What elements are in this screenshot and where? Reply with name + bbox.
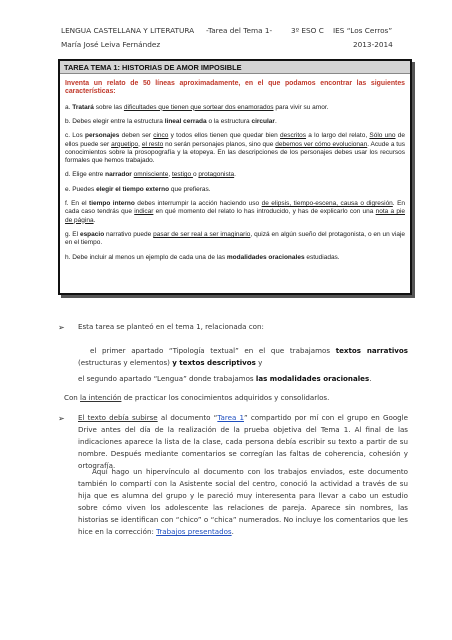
item-b: b. Debes elegir entre la estructura lineal cerrada o la estructura circular. [65,117,277,125]
task-intro: Inventa un relato de 50 líneas aproximadamente, en el que podamos encontrar las siguientes características: [65,80,405,96]
item-c: c. Los personajes deben ser cinco y todos ellos tienen que quedar bien descritos a lo largo del relato, Sólo uno de ellos puede ser arquetipo, el resto no serán personajes planos, sino que debemos ver cómo evolucionan. Acude a tus conocimientos sobre la prosopografía y la etopeya. En las descripciones de los personajes debes usar los recursos formales que hemos trabajado. [65,132,405,164]
task-title: TAREA TEMA 1: HISTORIAS DE AMOR IMPOSIBLE [60,61,410,74]
item-g: g. El espacio narrativo puede pasar de ser real a ser imaginario, quizá en algún sueño del protagonista, o en un viaje en el tiempo. [65,230,405,247]
paragraph-first-section: el primer apartado “Tipología textual” en el que trabajamos textos narrativos (estructuras y elementos) y textos descriptivos y [78,346,408,367]
paragraph-intention: Con la intención de practicar los conocimientos adquiridos y consolidarlos. [64,393,330,402]
class-level: 3º ESO C [291,26,324,35]
item-d: d. Elige entre narrador omnisciente, testigo o protagonista. [65,171,236,179]
tarea-1-link[interactable]: Tarea 1 [217,413,245,422]
school-name: IES “Los Cerros” [333,26,393,35]
trabajos-presentados-link[interactable]: Trabajos presentados [156,527,232,536]
task-reference: -Tarea del Tema 1- [206,26,273,35]
paragraph-second-section: el segundo apartado “Lengua” donde trabajamos las modalidades oracionales. [78,374,372,383]
document-header-line-1 [61,26,412,38]
item-h: h. Debe incluir al menos un ejemplo de cada una de las modalidades oracionales estudiadas. [65,253,340,261]
paragraph-hyperlink: Aquí hago un hipervínculo al documento con los trabajos enviados, este documento también lo compartí con la Asistente social del centro, conoció la actividad a través de su hija que es alumna del grupo y le pareció muy interesenta para llevar a cabo un estudio sobre cómo viven los adolescente las relaciones de pareja. Aparece sin nombres, las historias se identifican con “chico” o “chica” numerados. No incluye los comentarios que les hice en la corrección: Trabajos presentados. [78,467,408,536]
item-e: e. Puedes elegir el tiempo externo que prefieras. [65,185,211,193]
paragraph-upload: El texto debía subirse al documento “Tarea 1” compartido por mí con el grupo en Google Drive antes del día de la realización de la prueba objetiva del Tema 1. Al final de las indicaciones aparece la lista de la clase, cada persona debía escribir su texto a partir de su nombre. Después mediante comentarios se corregían las faltas de coherencia, cohesión y ortografía. [78,413,408,470]
paragraph-intro: Esta tarea se planteó en el tema 1, relacionada con: [78,322,264,331]
author-name: María José Leiva Fernández [61,40,161,49]
task-box [58,59,412,295]
item-a: a. Tratará sobre las dificultades que tienen que sortear dos enamorados para vivir su amor. [65,103,329,111]
document-header-line-2 [61,40,412,52]
school-year: 2013-2014 [353,40,393,49]
subject-label: LENGUA CASTELLANA Y LITERATURA [61,26,195,35]
item-f: f. En el tiempo interno debes interrumpir la acción haciendo uso de elipsis, tiempo-escena, causa o digresión. En cada caso tendrás que indicar en qué momento del relato lo has introducido, y has de explicarlo con una nota a pie de página. [65,200,406,224]
